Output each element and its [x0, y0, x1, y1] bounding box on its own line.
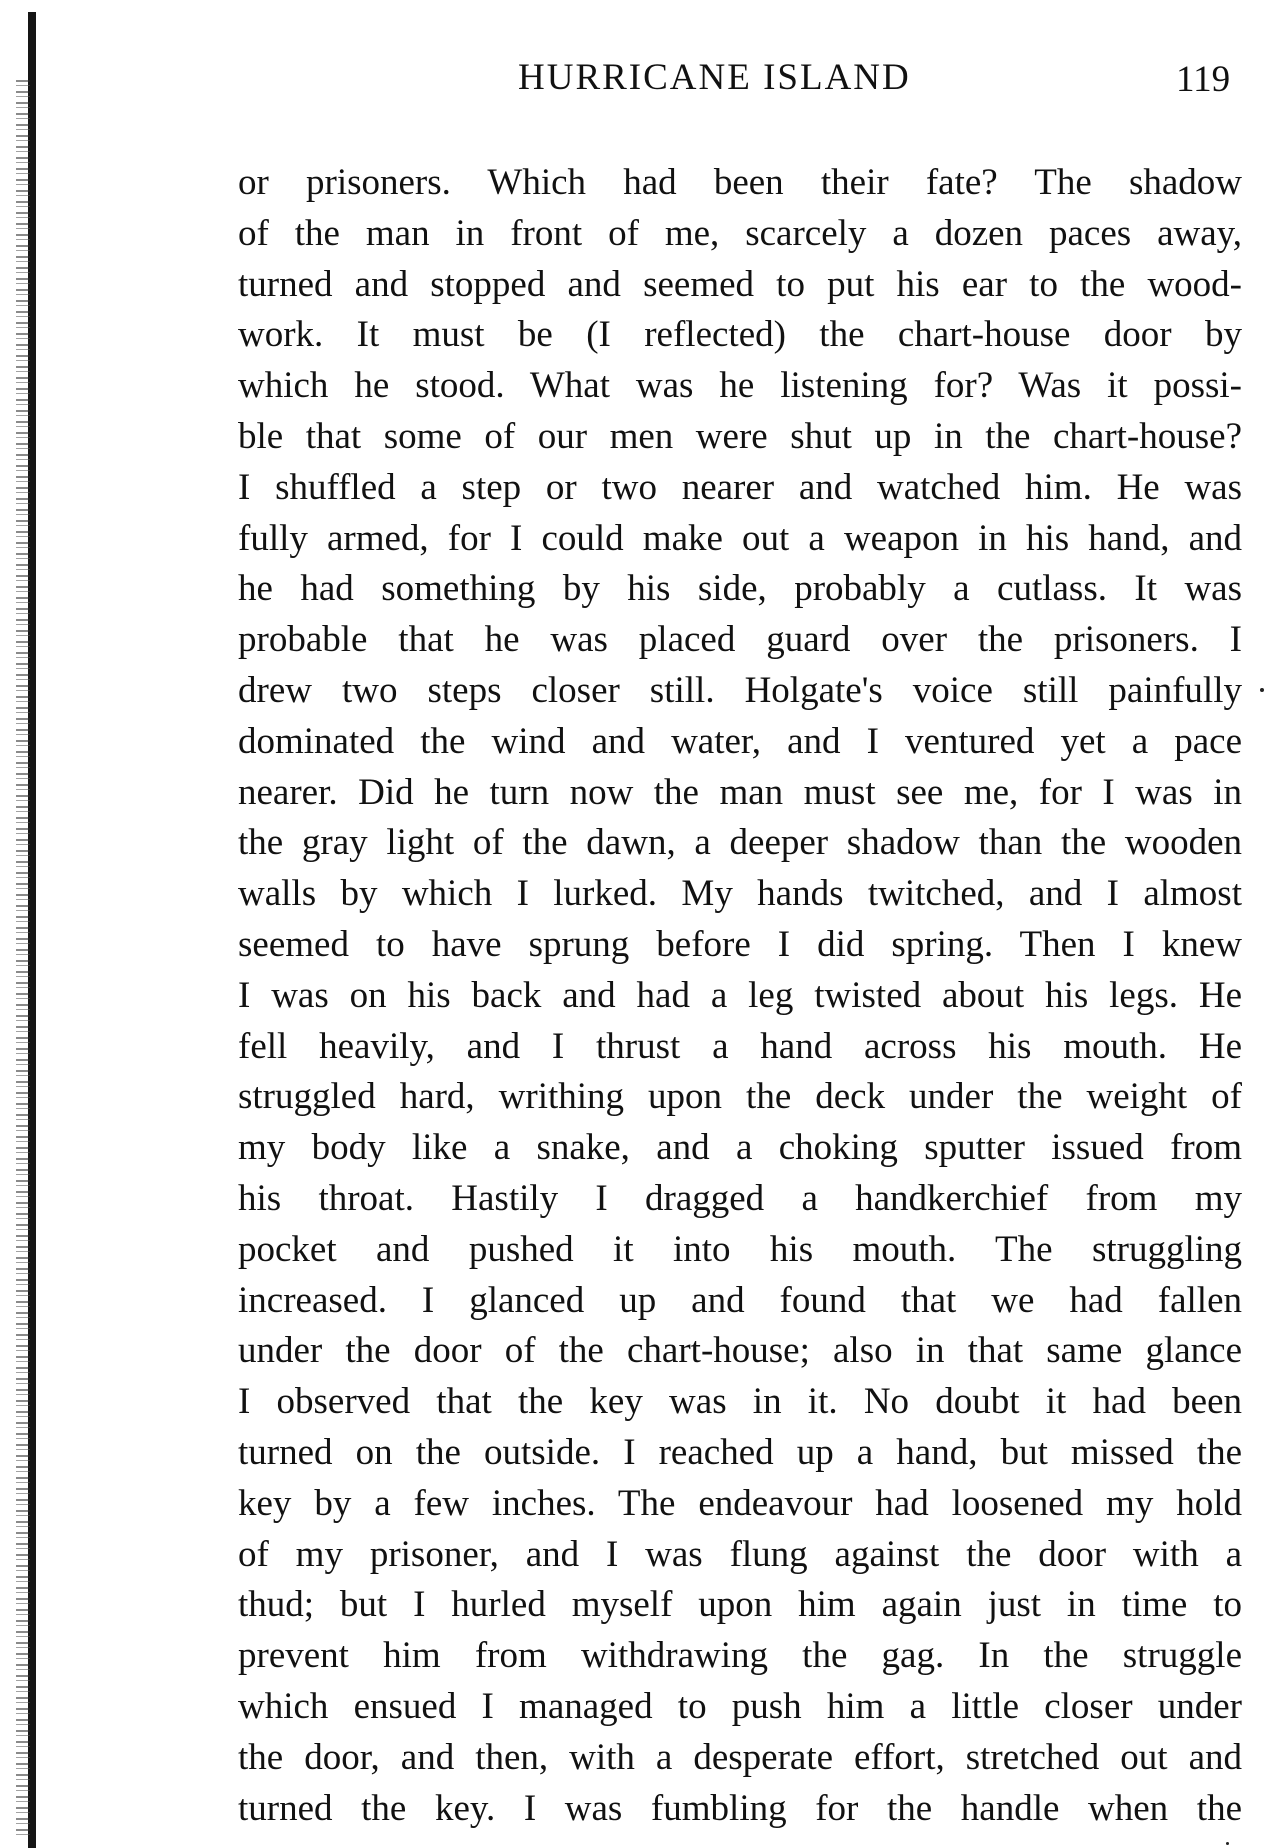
text-line: turned on the outside. I reached up a hand, but missed the [238, 1431, 1242, 1473]
text-line: the door, and then, with a desperate effort, stretched out and [238, 1736, 1242, 1778]
body-text [238, 158, 1242, 1829]
text-line: of the man in front of me, scarcely a dozen paces away, [238, 212, 1242, 254]
running-title: HURRICANE ISLAND [518, 57, 911, 98]
text-line: fell heavily, and I thrust a hand across his mouth. He [238, 1025, 1242, 1067]
text-line: I was on his back and had a leg twisted about his legs. He [238, 974, 1242, 1016]
running-head [0, 56, 1287, 100]
text-line: dominated the wind and water, and I ventured yet a pace [238, 720, 1242, 762]
text-line: nearer. Did he turn now the man must see me, for I was in [238, 771, 1242, 813]
text-line: increased. I glanced up and found that we had fallen [238, 1279, 1242, 1321]
text-line: fully armed, for I could make out a weapon in his hand, and [238, 517, 1242, 559]
text-line: I shuffled a step or two nearer and watched him. He was [238, 466, 1242, 508]
text-line: walls by which I lurked. My hands twitched, and I almost [238, 873, 1242, 915]
margin-speck [1260, 688, 1264, 692]
text-line: pocket and pushed it into his mouth. The struggling [238, 1228, 1242, 1270]
binding-texture [16, 80, 30, 1840]
text-line: which he stood. What was he listening for? Was it possi- [238, 365, 1242, 407]
text-line: which ensued I managed to push him a little closer under [238, 1685, 1242, 1727]
text-line: struggled hard, writhing upon the deck under the weight of [238, 1076, 1242, 1118]
text-line: he had something by his side, probably a cutlass. It was [238, 568, 1242, 610]
text-line: drew two steps closer still. Holgate's voice still painfully [238, 669, 1242, 711]
text-line: turned the key. I was fumbling for the handle when the [238, 1787, 1242, 1829]
text-line: or prisoners. Which had been their fate? The shadow [238, 162, 1242, 203]
text-line: key by a few inches. The endeavour had loosened my hold [238, 1482, 1242, 1524]
text-line: my body like a snake, and a choking sputter issued from [238, 1127, 1242, 1169]
text-line: probable that he was placed guard over the prisoners. I [238, 619, 1242, 661]
text-line: turned and stopped and seemed to put his ear to the wood- [238, 263, 1242, 305]
text-line: under the door of the chart-house; also in that same glance [238, 1330, 1242, 1372]
text-line: work. It must be (I reflected) the chart-house door by [238, 314, 1242, 356]
text-line: the gray light of the dawn, a deeper shadow than the wooden [238, 822, 1242, 864]
text-line: seemed to have sprung before I did spring. Then I knew [238, 923, 1242, 965]
text-line: his throat. Hastily I dragged a handkerchief from my [238, 1177, 1242, 1219]
text-line: ble that some of our men were shut up in the chart-house? [238, 415, 1242, 457]
page-number: 119 [1176, 59, 1231, 100]
text-line: of my prisoner, and I was flung against the door with a [238, 1533, 1242, 1575]
text-line: prevent him from withdrawing the gag. In the struggle [238, 1635, 1242, 1677]
margin-speck [1226, 1842, 1229, 1845]
text-line: thud; but I hurled myself upon him again just in time to [238, 1584, 1242, 1626]
text-line: I observed that the key was in it. No doubt it had been [238, 1381, 1242, 1423]
page-gutter-edge [0, 0, 46, 1848]
